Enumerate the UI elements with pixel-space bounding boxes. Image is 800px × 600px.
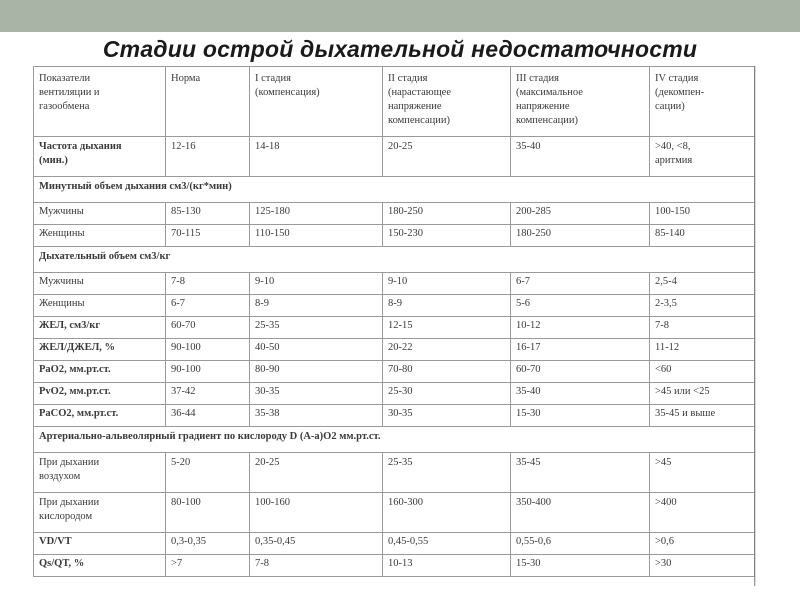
row-label [34, 295, 166, 317]
value-cell [383, 453, 511, 493]
cell-line: 35-38 [255, 408, 280, 419]
table-row [34, 405, 755, 427]
table-row [34, 317, 755, 339]
value-cell [383, 383, 511, 405]
table-row [34, 203, 755, 225]
value-cell [383, 493, 511, 533]
row-label [34, 203, 166, 225]
row-label [34, 493, 166, 533]
cell-line: Частота дыхания [39, 141, 122, 152]
cell-line: 7-8 [171, 276, 185, 287]
section-label: Минутный объем дыхания см3/(кг*мин) [34, 177, 755, 203]
cell-line: II стадия [388, 73, 428, 84]
cell-line: компенсации) [388, 115, 450, 126]
cell-line: 35-40 [516, 141, 541, 152]
cell-line: >400 [655, 497, 677, 508]
cell-line: 15-30 [516, 408, 541, 419]
cell-line: 35-40 [516, 386, 541, 397]
cell-line: 180-250 [388, 206, 423, 217]
cell-line: (максимальное [516, 87, 583, 98]
cell-line: 12-16 [171, 141, 196, 152]
header-cell-c1 [166, 67, 250, 137]
cell-line: 90-100 [171, 364, 201, 375]
value-cell [511, 383, 650, 405]
cell-line: 8-9 [255, 298, 269, 309]
cell-line: ЖЕЛ/ДЖЕЛ, % [39, 342, 116, 353]
table-row [34, 555, 755, 577]
row-label [34, 533, 166, 555]
value-cell [511, 203, 650, 225]
cell-line: >0,6 [655, 536, 675, 547]
cell-line: 0,3-0,35 [171, 536, 206, 547]
table-section-row [34, 177, 755, 203]
top-decorative-band [0, 0, 800, 32]
cell-line: 10-12 [516, 320, 541, 331]
value-cell [166, 295, 250, 317]
cell-line: напряжение [388, 101, 442, 112]
value-cell [650, 533, 755, 555]
value-cell [511, 405, 650, 427]
cell-line: 6-7 [516, 276, 530, 287]
cell-line: 60-70 [516, 364, 541, 375]
value-cell [166, 533, 250, 555]
cell-line: 150-230 [388, 228, 423, 239]
cell-line: I стадия [255, 73, 291, 84]
cell-line: 14-18 [255, 141, 280, 152]
cell-line: 110-150 [255, 228, 290, 239]
cell-line: Женщины [39, 228, 85, 239]
value-cell [250, 405, 383, 427]
value-cell [166, 317, 250, 339]
value-cell [166, 339, 250, 361]
cell-line: напряжение [516, 101, 570, 112]
cell-line: 9-10 [255, 276, 275, 287]
cell-line: аритмия [655, 155, 693, 166]
cell-line: >30 [655, 558, 672, 569]
value-cell [166, 361, 250, 383]
cell-line: PaCO2, мм.рт.ст. [39, 408, 119, 419]
cell-line: 30-35 [388, 408, 413, 419]
cell-line: (мин.) [39, 155, 68, 166]
value-cell [650, 555, 755, 577]
value-cell [250, 383, 383, 405]
value-cell [250, 453, 383, 493]
cell-line: 20-25 [255, 457, 280, 468]
cell-line: 25-35 [388, 457, 413, 468]
cell-line: 80-100 [171, 497, 201, 508]
cell-line: >40, <8, [655, 141, 691, 152]
cell-line: 11-12 [655, 342, 680, 353]
value-cell [383, 533, 511, 555]
table-row [34, 493, 755, 533]
value-cell [250, 273, 383, 295]
cell-line: >45 [655, 457, 672, 468]
cell-line: >45 или <25 [655, 386, 710, 397]
cell-line: 80-90 [255, 364, 280, 375]
cell-line: компенсации) [516, 115, 578, 126]
row-label [34, 383, 166, 405]
cell-line: При дыхании [39, 457, 100, 468]
value-cell [250, 317, 383, 339]
cell-line: 0,55-0,6 [516, 536, 551, 547]
row-label [34, 555, 166, 577]
cell-line: Женщины [39, 298, 85, 309]
table-row [34, 383, 755, 405]
section-label: Дыхательный объем см3/кг [34, 247, 755, 273]
cell-line: 60-70 [171, 320, 196, 331]
page-title: Стадии острой дыхательной недостаточности [102, 36, 698, 62]
cell-line: При дыхании [39, 497, 100, 508]
value-cell [511, 555, 650, 577]
section-label: Артериально-альвеолярный градиент по кислороду D (A-a)O2 мм.рт.ст. [34, 427, 755, 453]
header-cell-c4 [511, 67, 650, 137]
row-label [34, 225, 166, 247]
value-cell [250, 555, 383, 577]
value-cell [250, 203, 383, 225]
value-cell [250, 533, 383, 555]
value-cell [650, 339, 755, 361]
cell-line: 2-3,5 [655, 298, 677, 309]
cell-line: 0,35-0,45 [255, 536, 296, 547]
table-row [34, 533, 755, 555]
row-label [34, 273, 166, 295]
value-cell [250, 225, 383, 247]
table-shadow [754, 66, 756, 586]
row-label [34, 361, 166, 383]
cell-line: 20-22 [388, 342, 413, 353]
cell-line: 5-6 [516, 298, 530, 309]
row-label [34, 317, 166, 339]
cell-line: 70-115 [171, 228, 201, 239]
value-cell [166, 453, 250, 493]
value-cell [511, 273, 650, 295]
value-cell [650, 225, 755, 247]
cell-line: сации) [655, 101, 685, 112]
cell-line: 5-20 [171, 457, 191, 468]
value-cell [383, 405, 511, 427]
value-cell [511, 295, 650, 317]
cell-line: 7-8 [655, 320, 669, 331]
header-cell-c5 [650, 67, 755, 137]
value-cell [250, 339, 383, 361]
row-label [34, 137, 166, 177]
value-cell [511, 361, 650, 383]
table-header-row [34, 67, 755, 137]
cell-line: (нарастающее [388, 87, 451, 98]
table-row [34, 273, 755, 295]
cell-line: 20-25 [388, 141, 413, 152]
value-cell [383, 555, 511, 577]
value-cell [650, 383, 755, 405]
cell-line: 200-285 [516, 206, 551, 217]
row-label [34, 339, 166, 361]
value-cell [383, 295, 511, 317]
cell-line: воздухом [39, 471, 81, 482]
cell-line: 8-9 [388, 298, 402, 309]
cell-line: 10-13 [388, 558, 413, 569]
cell-line: 125-180 [255, 206, 290, 217]
value-cell [166, 203, 250, 225]
table-row [34, 361, 755, 383]
value-cell [511, 533, 650, 555]
cell-line: 30-35 [255, 386, 280, 397]
value-cell [650, 137, 755, 177]
value-cell [511, 339, 650, 361]
table-body [34, 67, 755, 577]
value-cell [650, 405, 755, 427]
cell-line: >7 [171, 558, 183, 569]
cell-line: 37-42 [171, 386, 196, 397]
table-row [34, 339, 755, 361]
value-cell [383, 317, 511, 339]
cell-line: 85-130 [171, 206, 201, 217]
cell-line: 12-15 [388, 320, 413, 331]
cell-line: 100-160 [255, 497, 290, 508]
cell-line: 6-7 [171, 298, 185, 309]
value-cell [511, 137, 650, 177]
table-section-row [34, 427, 755, 453]
cell-line: 85-140 [655, 228, 685, 239]
value-cell [511, 493, 650, 533]
cell-line: 2,5-4 [655, 276, 677, 287]
value-cell [250, 295, 383, 317]
cell-line: Мужчины [39, 276, 84, 287]
cell-line: 35-45 и выше [655, 408, 716, 419]
cell-line: VD/VT [39, 536, 72, 547]
value-cell [166, 137, 250, 177]
cell-line: 160-300 [388, 497, 423, 508]
value-cell [650, 203, 755, 225]
value-cell [166, 225, 250, 247]
cell-line: 0,45-0,55 [388, 536, 429, 547]
cell-line: Qs/QT, % [39, 558, 85, 569]
row-label [34, 405, 166, 427]
value-cell [250, 493, 383, 533]
cell-line: Показатели [39, 73, 91, 84]
value-cell [250, 137, 383, 177]
table-row [34, 295, 755, 317]
table-row [34, 137, 755, 177]
value-cell [650, 295, 755, 317]
cell-line: (компенсация) [255, 87, 320, 98]
row-label [34, 453, 166, 493]
header-cell-c0 [34, 67, 166, 137]
cell-line: 16-17 [516, 342, 541, 353]
value-cell [250, 361, 383, 383]
cell-line: III стадия [516, 73, 559, 84]
cell-line: Норма [171, 73, 201, 84]
cell-line: 35-45 [516, 457, 541, 468]
cell-line: 350-400 [516, 497, 551, 508]
cell-line: 36-44 [171, 408, 196, 419]
cell-line: вентиляции и [39, 87, 100, 98]
cell-line: PvO2, мм.рт.ст. [39, 386, 111, 397]
cell-line: 90-100 [171, 342, 201, 353]
value-cell [383, 225, 511, 247]
table-section-row [34, 247, 755, 273]
value-cell [166, 273, 250, 295]
value-cell [511, 453, 650, 493]
cell-line: (декомпен- [655, 87, 705, 98]
cell-line: 40-50 [255, 342, 280, 353]
cell-line: 25-35 [255, 320, 280, 331]
respiratory-failure-table-container [33, 66, 754, 577]
value-cell [650, 273, 755, 295]
value-cell [383, 137, 511, 177]
value-cell [383, 273, 511, 295]
cell-line: 15-30 [516, 558, 541, 569]
cell-line: 25-30 [388, 386, 413, 397]
cell-line: <60 [655, 364, 672, 375]
cell-line: 9-10 [388, 276, 408, 287]
value-cell [650, 493, 755, 533]
value-cell [650, 453, 755, 493]
header-cell-c2 [250, 67, 383, 137]
cell-line: ЖЕЛ, см3/кг [39, 320, 101, 331]
cell-line: 7-8 [255, 558, 269, 569]
value-cell [511, 317, 650, 339]
respiratory-failure-table [33, 66, 755, 577]
value-cell [383, 361, 511, 383]
value-cell [166, 405, 250, 427]
cell-line: PaO2, мм.рт.ст. [39, 364, 111, 375]
header-cell-c3 [383, 67, 511, 137]
table-row [34, 453, 755, 493]
value-cell [166, 555, 250, 577]
cell-line: IV стадия [655, 73, 699, 84]
value-cell [511, 225, 650, 247]
value-cell [166, 493, 250, 533]
table-row [34, 225, 755, 247]
value-cell [650, 361, 755, 383]
cell-line: 100-150 [655, 206, 690, 217]
value-cell [383, 339, 511, 361]
value-cell [166, 383, 250, 405]
cell-line: Мужчины [39, 206, 84, 217]
value-cell [650, 317, 755, 339]
value-cell [383, 203, 511, 225]
cell-line: кислородом [39, 511, 93, 522]
cell-line: газообмена [39, 101, 90, 112]
cell-line: 70-80 [388, 364, 413, 375]
cell-line: 180-250 [516, 228, 551, 239]
